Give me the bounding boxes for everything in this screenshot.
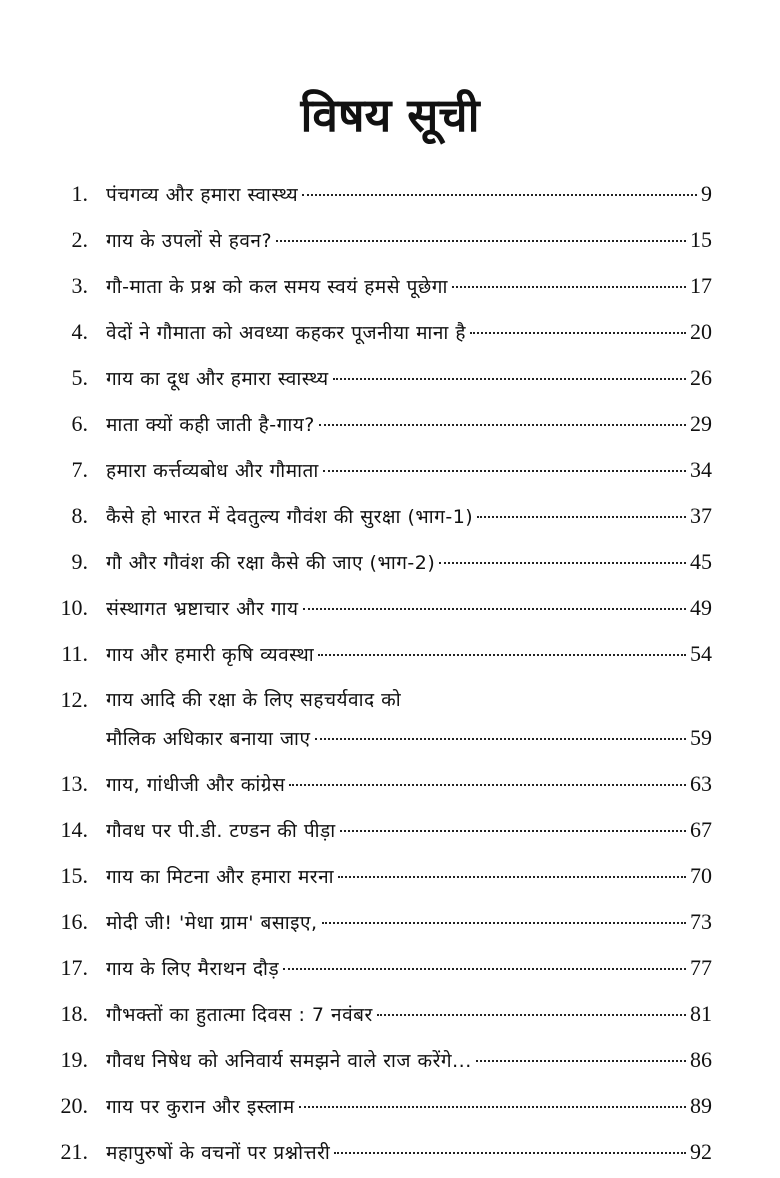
entry-title: महापुरुषों के वचनों पर प्रश्नोत्तरी xyxy=(106,1142,331,1164)
page-title: विषय सूची xyxy=(300,88,480,142)
dot-leader xyxy=(470,331,686,334)
dot-leader xyxy=(303,607,686,610)
entry-title: वेदों ने गौमाता को अवध्या कहकर पूजनीया माना है xyxy=(106,322,466,344)
dot-leader xyxy=(318,653,686,656)
entry-number: 9. xyxy=(71,549,88,574)
entry-page-number: 70 xyxy=(690,863,712,888)
dot-leader xyxy=(377,1013,686,1016)
dot-leader xyxy=(334,1151,686,1154)
entry-number: 12. xyxy=(60,687,88,712)
entry-title: गाय के उपलों से हवन? xyxy=(106,230,273,252)
entry-number: 19. xyxy=(60,1047,88,1072)
toc-entry[interactable] xyxy=(48,266,712,312)
toc-entry[interactable] xyxy=(48,810,712,856)
entry-page-number: 86 xyxy=(690,1047,712,1072)
entry-title: गाय का दूध और हमारा स्वास्थ्य xyxy=(106,368,329,390)
toc-entry[interactable] xyxy=(48,902,712,948)
dot-leader xyxy=(323,469,686,472)
dot-leader xyxy=(333,377,686,380)
entry-page-number: 9 xyxy=(701,181,712,206)
entry-title: मोदी जी! 'मेधा ग्राम' बसाइए, xyxy=(106,912,318,934)
toc-entry[interactable] xyxy=(48,542,712,588)
dot-leader xyxy=(338,875,686,878)
entry-number: 2. xyxy=(71,227,88,252)
dot-leader xyxy=(476,1059,686,1062)
toc-entry[interactable] xyxy=(48,358,712,404)
entry-page-number: 63 xyxy=(690,771,712,796)
toc-entry[interactable] xyxy=(48,634,712,680)
entry-number: 6. xyxy=(71,411,88,436)
toc-entry[interactable] xyxy=(48,450,712,496)
entry-title: गाय, गांधीजी और कांग्रेस xyxy=(106,774,286,796)
dot-leader xyxy=(289,783,686,786)
toc-entry[interactable] xyxy=(48,312,712,358)
dot-leader xyxy=(439,561,686,564)
entry-number: 11. xyxy=(61,641,88,666)
entry-page-number: 49 xyxy=(690,595,712,620)
entry-title: माता क्यों कही जाती है-गाय? xyxy=(106,414,315,436)
toc-entry[interactable] xyxy=(48,496,712,542)
entry-title: गौवध पर पी.डी. टण्डन की पीड़ा xyxy=(106,820,336,842)
entry-title: गौ-माता के प्रश्न को कल समय स्वयं हमसे पूछेगा xyxy=(106,276,448,298)
entry-page-number: 54 xyxy=(690,641,712,666)
entry-number: 18. xyxy=(60,1001,88,1026)
entry-page-number: 15 xyxy=(690,227,712,252)
entry-page-number: 20 xyxy=(690,319,712,344)
toc-entry[interactable] xyxy=(48,856,712,902)
entry-number: 1. xyxy=(71,181,88,206)
entry-title: गाय पर कुरान और इस्लाम xyxy=(106,1096,295,1118)
dot-leader xyxy=(276,239,686,242)
entry-page-number: 77 xyxy=(690,955,712,980)
entry-title: गाय आदि की रक्षा के लिए सहचर्यवाद को xyxy=(106,689,402,711)
entry-number: 10. xyxy=(60,595,88,620)
entry-title: गौभक्तों का हुतात्मा दिवस : 7 नवंबर xyxy=(106,1004,373,1026)
entry-page-number: 89 xyxy=(690,1093,712,1118)
toc-entry[interactable] xyxy=(48,1132,712,1178)
entry-number: 3. xyxy=(71,273,88,298)
entry-number: 7. xyxy=(71,457,88,482)
entry-number: 15. xyxy=(60,863,88,888)
toc-entry[interactable] xyxy=(48,680,712,764)
entry-title: गाय के लिए मैराथन दौड़ xyxy=(106,958,280,980)
entry-title: हमारा कर्त्तव्यबोध और गौमाता xyxy=(106,460,319,482)
entry-page-number: 29 xyxy=(690,411,712,436)
entry-page-number: 73 xyxy=(690,909,712,934)
dot-leader xyxy=(340,829,686,832)
entry-number: 17. xyxy=(60,955,88,980)
entry-page-number: 67 xyxy=(690,817,712,842)
toc-entry[interactable] xyxy=(48,948,712,994)
toc-entry[interactable] xyxy=(48,220,712,266)
entry-page-number: 92 xyxy=(690,1139,712,1164)
dot-leader xyxy=(302,193,697,196)
entry-title: गौ और गौवंश की रक्षा कैसे की जाए (भाग-2) xyxy=(106,552,436,574)
toc-entry[interactable] xyxy=(48,404,712,450)
entry-title: गाय और हमारी कृषि व्यवस्था xyxy=(106,644,315,666)
toc-entry[interactable] xyxy=(48,764,712,810)
entry-title: पंचगव्य और हमारा स्वास्थ्य xyxy=(106,184,299,206)
dot-leader xyxy=(283,967,686,970)
entry-page-number: 37 xyxy=(690,503,712,528)
entry-page-number: 59 xyxy=(690,725,712,750)
toc-entry[interactable] xyxy=(48,174,712,220)
entry-page-number: 81 xyxy=(690,1001,712,1026)
dot-leader xyxy=(315,737,687,740)
entry-title: संस्थागत भ्रष्टाचार और गाय xyxy=(106,598,299,620)
entry-page-number: 17 xyxy=(690,273,712,298)
toc-entry[interactable] xyxy=(48,588,712,634)
entry-title: गाय का मिटना और हमारा मरना xyxy=(106,866,335,888)
entry-page-number: 34 xyxy=(690,457,712,482)
dot-leader xyxy=(452,285,686,288)
entry-number: 20. xyxy=(60,1093,88,1118)
entry-number: 5. xyxy=(71,365,88,390)
dot-leader xyxy=(322,921,687,924)
dot-leader xyxy=(319,423,686,426)
entry-title-continued: मौलिक अधिकार बनाया जाए xyxy=(106,728,311,750)
entry-number: 8. xyxy=(71,503,88,528)
entry-number: 14. xyxy=(60,817,88,842)
dot-leader xyxy=(477,515,686,518)
entry-page-number: 26 xyxy=(690,365,712,390)
toc-entry[interactable] xyxy=(48,994,712,1040)
entry-title: गौवध निषेध को अनिवार्य समझने वाले राज करेंगे... xyxy=(106,1050,472,1072)
entry-title: कैसे हो भारत में देवतुल्य गौवंश की सुरक्षा (भाग-1) xyxy=(106,506,474,528)
entry-page-number: 45 xyxy=(690,549,712,574)
entry-number: 4. xyxy=(71,319,88,344)
toc-entry[interactable] xyxy=(48,1040,712,1086)
entry-number: 13. xyxy=(60,771,88,796)
entry-number: 16. xyxy=(60,909,88,934)
entry-number: 21. xyxy=(60,1139,88,1164)
table-of-contents xyxy=(48,174,712,1178)
toc-entry[interactable] xyxy=(48,1086,712,1132)
